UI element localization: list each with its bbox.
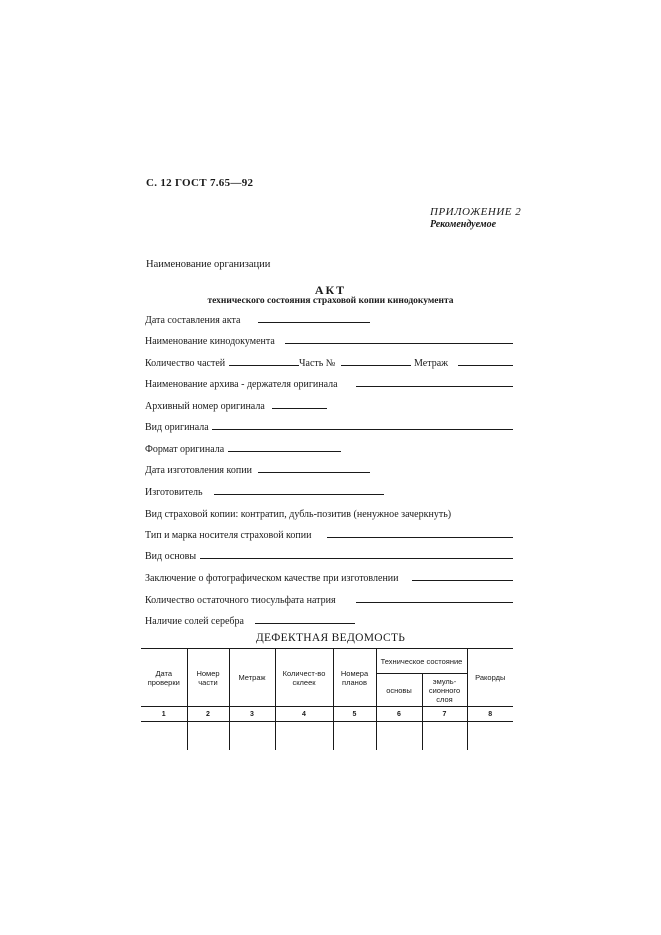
original-type-line[interactable] (212, 429, 513, 430)
header-shot-numbers: Номера планов (333, 649, 376, 707)
carrier-type-label: Тип и марка носителя страховой копии (145, 530, 312, 541)
thiosulfate-line[interactable] (356, 602, 513, 603)
page-reference: С. 12 ГОСТ 7.65—92 (146, 177, 254, 189)
act-title: АКТ (314, 283, 347, 297)
table-cell[interactable] (229, 722, 275, 751)
footage-label: Метраж (414, 358, 449, 369)
copy-date-line[interactable] (258, 472, 370, 473)
header-check-date: Дата проверки (141, 649, 187, 707)
table-cell[interactable] (422, 722, 467, 751)
recommended-label: Рекомендуемое (430, 219, 497, 230)
column-number: 6 (376, 707, 422, 722)
date-compiled-line[interactable] (258, 322, 370, 323)
film-name-line[interactable] (285, 343, 513, 344)
part-no-line[interactable] (341, 365, 411, 366)
original-type-label: Вид оригинала (145, 422, 209, 433)
organization-label: Наименование организации (146, 259, 271, 270)
part-no-label: Часть № (299, 358, 336, 369)
header-base: основы (376, 674, 422, 707)
defect-table-title: ДЕФЕКТНАЯ ВЕДОМОСТЬ (255, 632, 406, 644)
header-part-number: Номер части (187, 649, 229, 707)
copy-date-label: Дата изготовления копии (145, 465, 252, 476)
photo-quality-line[interactable] (412, 580, 513, 581)
silver-salts-line[interactable] (255, 623, 355, 624)
header-retakes: Ракорды (467, 649, 513, 707)
table-cell[interactable] (141, 722, 187, 751)
table-cell[interactable] (467, 722, 513, 751)
archive-name-label: Наименование архива - держателя оригинала (145, 379, 338, 390)
copy-kind-label: Вид страховой копии: контратип, дубль-позитив (ненужное зачеркнуть) (145, 509, 452, 520)
act-subtitle: технического состояния страховой копии кинодокумента (207, 296, 454, 306)
base-type-label: Вид основы (145, 551, 197, 562)
table-cell[interactable] (333, 722, 376, 751)
archive-number-label: Архивный номер оригинала (145, 401, 265, 412)
parts-count-label: Количество частей (145, 358, 226, 369)
original-format-label: Формат оригинала (145, 444, 225, 455)
column-number: 1 (141, 707, 187, 722)
column-number: 7 (422, 707, 467, 722)
archive-number-line[interactable] (272, 408, 327, 409)
column-number: 4 (275, 707, 333, 722)
footage-line[interactable] (458, 365, 513, 366)
column-number: 2 (187, 707, 229, 722)
manufacturer-line[interactable] (214, 494, 384, 495)
date-compiled-label: Дата составления акта (145, 315, 241, 326)
table-cell[interactable] (275, 722, 333, 751)
silver-salts-label: Наличие солей серебра (145, 616, 244, 627)
original-format-line[interactable] (228, 451, 341, 452)
thiosulfate-label: Количество остаточного тиосульфата натрия (145, 595, 336, 606)
archive-name-line[interactable] (356, 386, 513, 387)
photo-quality-label: Заключение о фотографическом качестве при изготовлении (145, 573, 399, 584)
table-cell[interactable] (376, 722, 422, 751)
parts-count-line[interactable] (229, 365, 299, 366)
carrier-type-line[interactable] (327, 537, 513, 538)
film-name-label: Наименование кинодокумента (145, 336, 275, 347)
defect-table (141, 648, 513, 750)
column-number: 3 (229, 707, 275, 722)
header-tech-state: Техническое состояние (376, 649, 467, 674)
column-number: 8 (467, 707, 513, 722)
header-emulsion: эмуль-сионного слоя (422, 674, 467, 707)
appendix-label: ПРИЛОЖЕНИЕ 2 (430, 206, 522, 218)
table-cell[interactable] (187, 722, 229, 751)
column-number: 5 (333, 707, 376, 722)
header-footage: Метраж (229, 649, 275, 707)
base-type-line[interactable] (200, 558, 513, 559)
manufacturer-label: Изготовитель (145, 487, 203, 498)
header-splices: Количест-во склеек (275, 649, 333, 707)
